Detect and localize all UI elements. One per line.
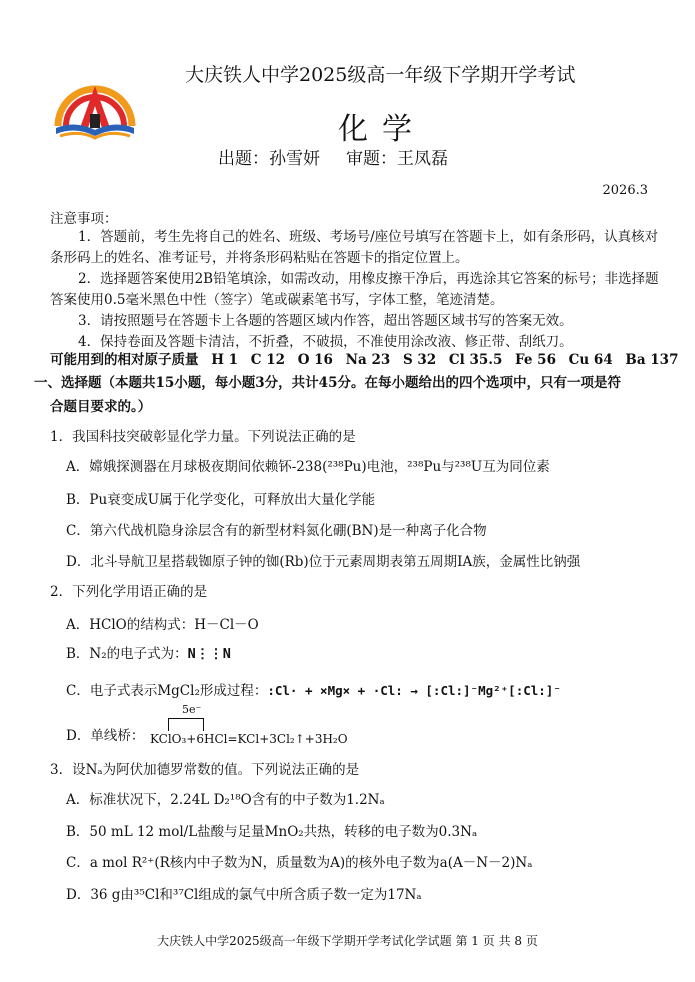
notice-item-4: 4．保持卷面及答题卡清洁，不折叠，不破损，不准使用涂改液、修正带、刮纸刀。 (78, 334, 573, 350)
atomic-masses (50, 348, 686, 368)
redox-equation: KClO₃+6HCl=KCl+3Cl₂↑+3H₂O (150, 732, 348, 746)
q2-option-c-text: C．电子式表示MgCl₂形成过程： (66, 683, 268, 699)
section1-title: 一、选择题（本题共15小题，每小题3分，共计45分。在每小题给出的四个选项中，只有一项是符 (34, 375, 621, 391)
mass-ba: Ba 137 (625, 352, 679, 368)
reviewer: 审题：王凤磊 (346, 149, 448, 169)
section1-title-cont: 合题目要求的。） (50, 399, 152, 415)
notice-heading: 注意事项： (50, 211, 118, 227)
q3-option-a: A．标准状况下，2.24L D₂¹⁸O含有的中子数为1.2Nₐ (66, 792, 385, 808)
q3-stem: 3．设Nₐ为阿伏加德罗常数的值。下列说法正确的是 (50, 762, 360, 778)
notice-item-3: 3．请按照题号在答题卡上各题的答题区域内作答，超出答题区域书写的答案无效。 (78, 313, 573, 329)
exam-date: 2026.3 (602, 183, 648, 198)
mass-na: Na 23 (345, 352, 391, 368)
authors (218, 144, 448, 169)
electron-transfer-label: 5e⁻ (182, 703, 202, 716)
mgcl2-formation-formula: :Cl· + ×Mg× + ·Cl: → [:Cl:]⁻Mg²⁺[:Cl:]⁻ (267, 683, 561, 698)
q2-option-b (66, 642, 231, 662)
n2-electron-formula: N⋮⋮N (187, 646, 231, 662)
notice-item-1: 1．答题前，考生先将自己的姓名、班级、考场号/座位号填写在答题卡上，如有条形码，认真核对条形码上的姓名、准考证号，并将条形码粘贴在答题卡的指定位置上。 (50, 229, 659, 266)
q2-option-b-text: B．N₂的电子式为： (66, 646, 188, 662)
atomic-masses-label: 可能用到的相对原子质量 (50, 352, 199, 368)
mass-o: O 16 (297, 352, 333, 368)
page-footer: 大庆铁人中学2025级高一年级下学期开学考试化学试题 第 1 页 共 8 页 (157, 934, 538, 948)
single-line-bridge-arrow (168, 718, 204, 731)
q1-option-d: D．北斗导航卫星搭载铷原子钟的铷(Rb)位于元素周期表第五周期IA族，金属性比钠强 (66, 554, 581, 570)
school-title: 大庆铁人中学2025级高一年级下学期开学考试 (185, 64, 576, 86)
mass-h: H 1 (211, 352, 239, 368)
page-title: 化学 (338, 112, 426, 147)
q2-option-c (66, 679, 561, 699)
q2-option-a: A．HClO的结构式：H－Cl－O (66, 617, 259, 633)
q2-stem: 2．下列化学用语正确的是 (50, 584, 208, 600)
q1-stem: 1．我国科技突破彰显化学力量。下列说法正确的是 (50, 429, 356, 445)
q3-option-d: D．36 g由³⁵Cl和³⁷Cl组成的氯气中所含质子数一定为17Nₐ (66, 887, 422, 903)
q1-option-b: B．Pu衰变成U属于化学变化，可释放出大量化学能 (66, 492, 376, 508)
mass-cl: Cl 35.5 (448, 352, 503, 368)
q3-option-c: C．a mol R²⁺(R核内中子数为N，质量数为A)的核外电子数为a(A－N－2)Nₐ (66, 855, 533, 871)
q2-option-d: D．单线桥： (66, 728, 145, 744)
mass-s: S 32 (402, 352, 437, 368)
school-emblem-icon (50, 68, 140, 142)
mass-fe: Fe 56 (515, 352, 556, 368)
q1-option-c: C．第六代战机隐身涂层含有的新型材料氮化硼(BN)是一种离子化合物 (66, 523, 487, 539)
mass-c: C 12 (250, 352, 285, 368)
q3-option-b: B．50 mL 12 mol/L盐酸与足量MnO₂共热，转移的电子数为0.3Nₐ (66, 824, 478, 840)
mass-cu: Cu 64 (568, 352, 613, 368)
q1-option-a: A．嫦娥探测器在月球极夜期间依赖钚-238(²³⁸Pu)电池，²³⁸Pu与²³⁸U互为同位素 (66, 459, 550, 475)
notice-item-2: 2．选择题答案使用2B铅笔填涂，如需改动，用橡皮擦干净后，再选涂其它答案的标号；非选择题答案使用0.5毫米黑色中性（签字）笔或碳素笔书写，字体工整，笔迹清楚。 (50, 271, 659, 308)
setter: 出题：孙雪妍 (218, 149, 320, 169)
